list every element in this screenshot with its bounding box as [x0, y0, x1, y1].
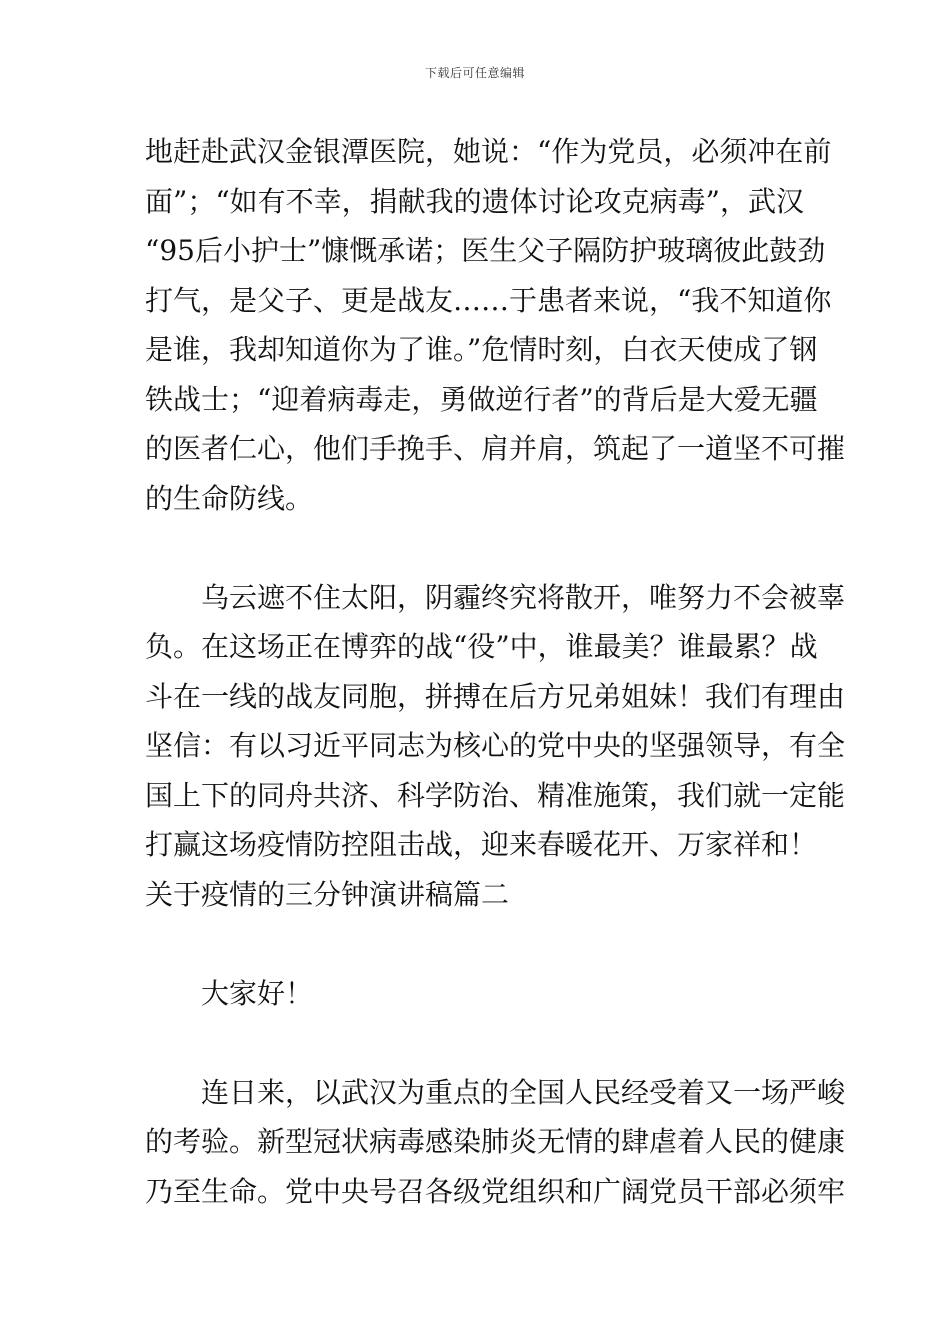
text-line: 乃至生命。党中央号召各级党组织和广阔党员干部必须牢	[145, 1174, 846, 1208]
text-line: 的生命防线。	[145, 481, 314, 515]
heading-text: 关于疫情的三分钟演讲稿篇二	[145, 877, 510, 911]
text-line: 的考验。新型冠状病毒感染肺炎无情的肆虐着人民的健康	[145, 1125, 846, 1158]
paragraph	[145, 573, 846, 870]
text-line: 的医者仁心，他们手挽手、肩并肩，筑起了一道坚不可摧	[145, 432, 846, 465]
text-line: 负。在这场正在博弈的战“役”中，谁最美？谁最累？战	[145, 630, 818, 663]
text-line: 连日来，以武汉为重点的全国人民经受着又一场严峻	[201, 1075, 846, 1109]
paragraph-spacer	[145, 1018, 809, 1068]
paragraph	[145, 127, 846, 523]
text-line: 是谁，我却知道你为了谁。”危情时刻，白衣天使成了钢	[145, 333, 818, 366]
text-line: 大家好！	[201, 976, 314, 1010]
text-line: 打气，是父子、更是战友……于患者来说，“我不知道你	[145, 283, 832, 317]
text-line: 坚信：有以习近平同志为核心的党中央的坚强领导，有全	[145, 729, 846, 762]
text-line: 国上下的同舟共济、科学防治、精准施策，我们就一定能	[145, 778, 846, 812]
page-header: 下载后可任意编辑	[424, 66, 525, 80]
text-line: “95后小护士”慷慨承诺；医生父子隔防护玻璃彼此鼓劲	[145, 234, 826, 267]
paragraph	[145, 969, 809, 1019]
paragraph-spacer	[145, 523, 809, 573]
text-line: 打赢这场疫情防控阻击战，迎来春暖花开、万家祥和！	[145, 828, 818, 861]
text-line: 斗在一线的战友同胞，拼搏在后方兄弟姐妹！我们有理由	[145, 679, 846, 713]
text-line: 乌云遮不住太阳，阴霾终究将散开，唯努力不会被辜	[201, 580, 846, 614]
document-body	[145, 127, 846, 1216]
text-line: 面”；“如有不幸，捐献我的遗体讨论攻克病毒”，武汉	[145, 184, 804, 218]
section-heading	[145, 870, 809, 920]
text-line: 铁战士；“迎着病毒走，勇做逆行者”的背后是大爱无疆	[145, 382, 818, 416]
paragraph-spacer	[145, 919, 809, 969]
text-line: 地赶赴武汉金银潭医院，她说：“作为党员，必须冲在前	[145, 135, 832, 168]
paragraph	[145, 1068, 846, 1217]
